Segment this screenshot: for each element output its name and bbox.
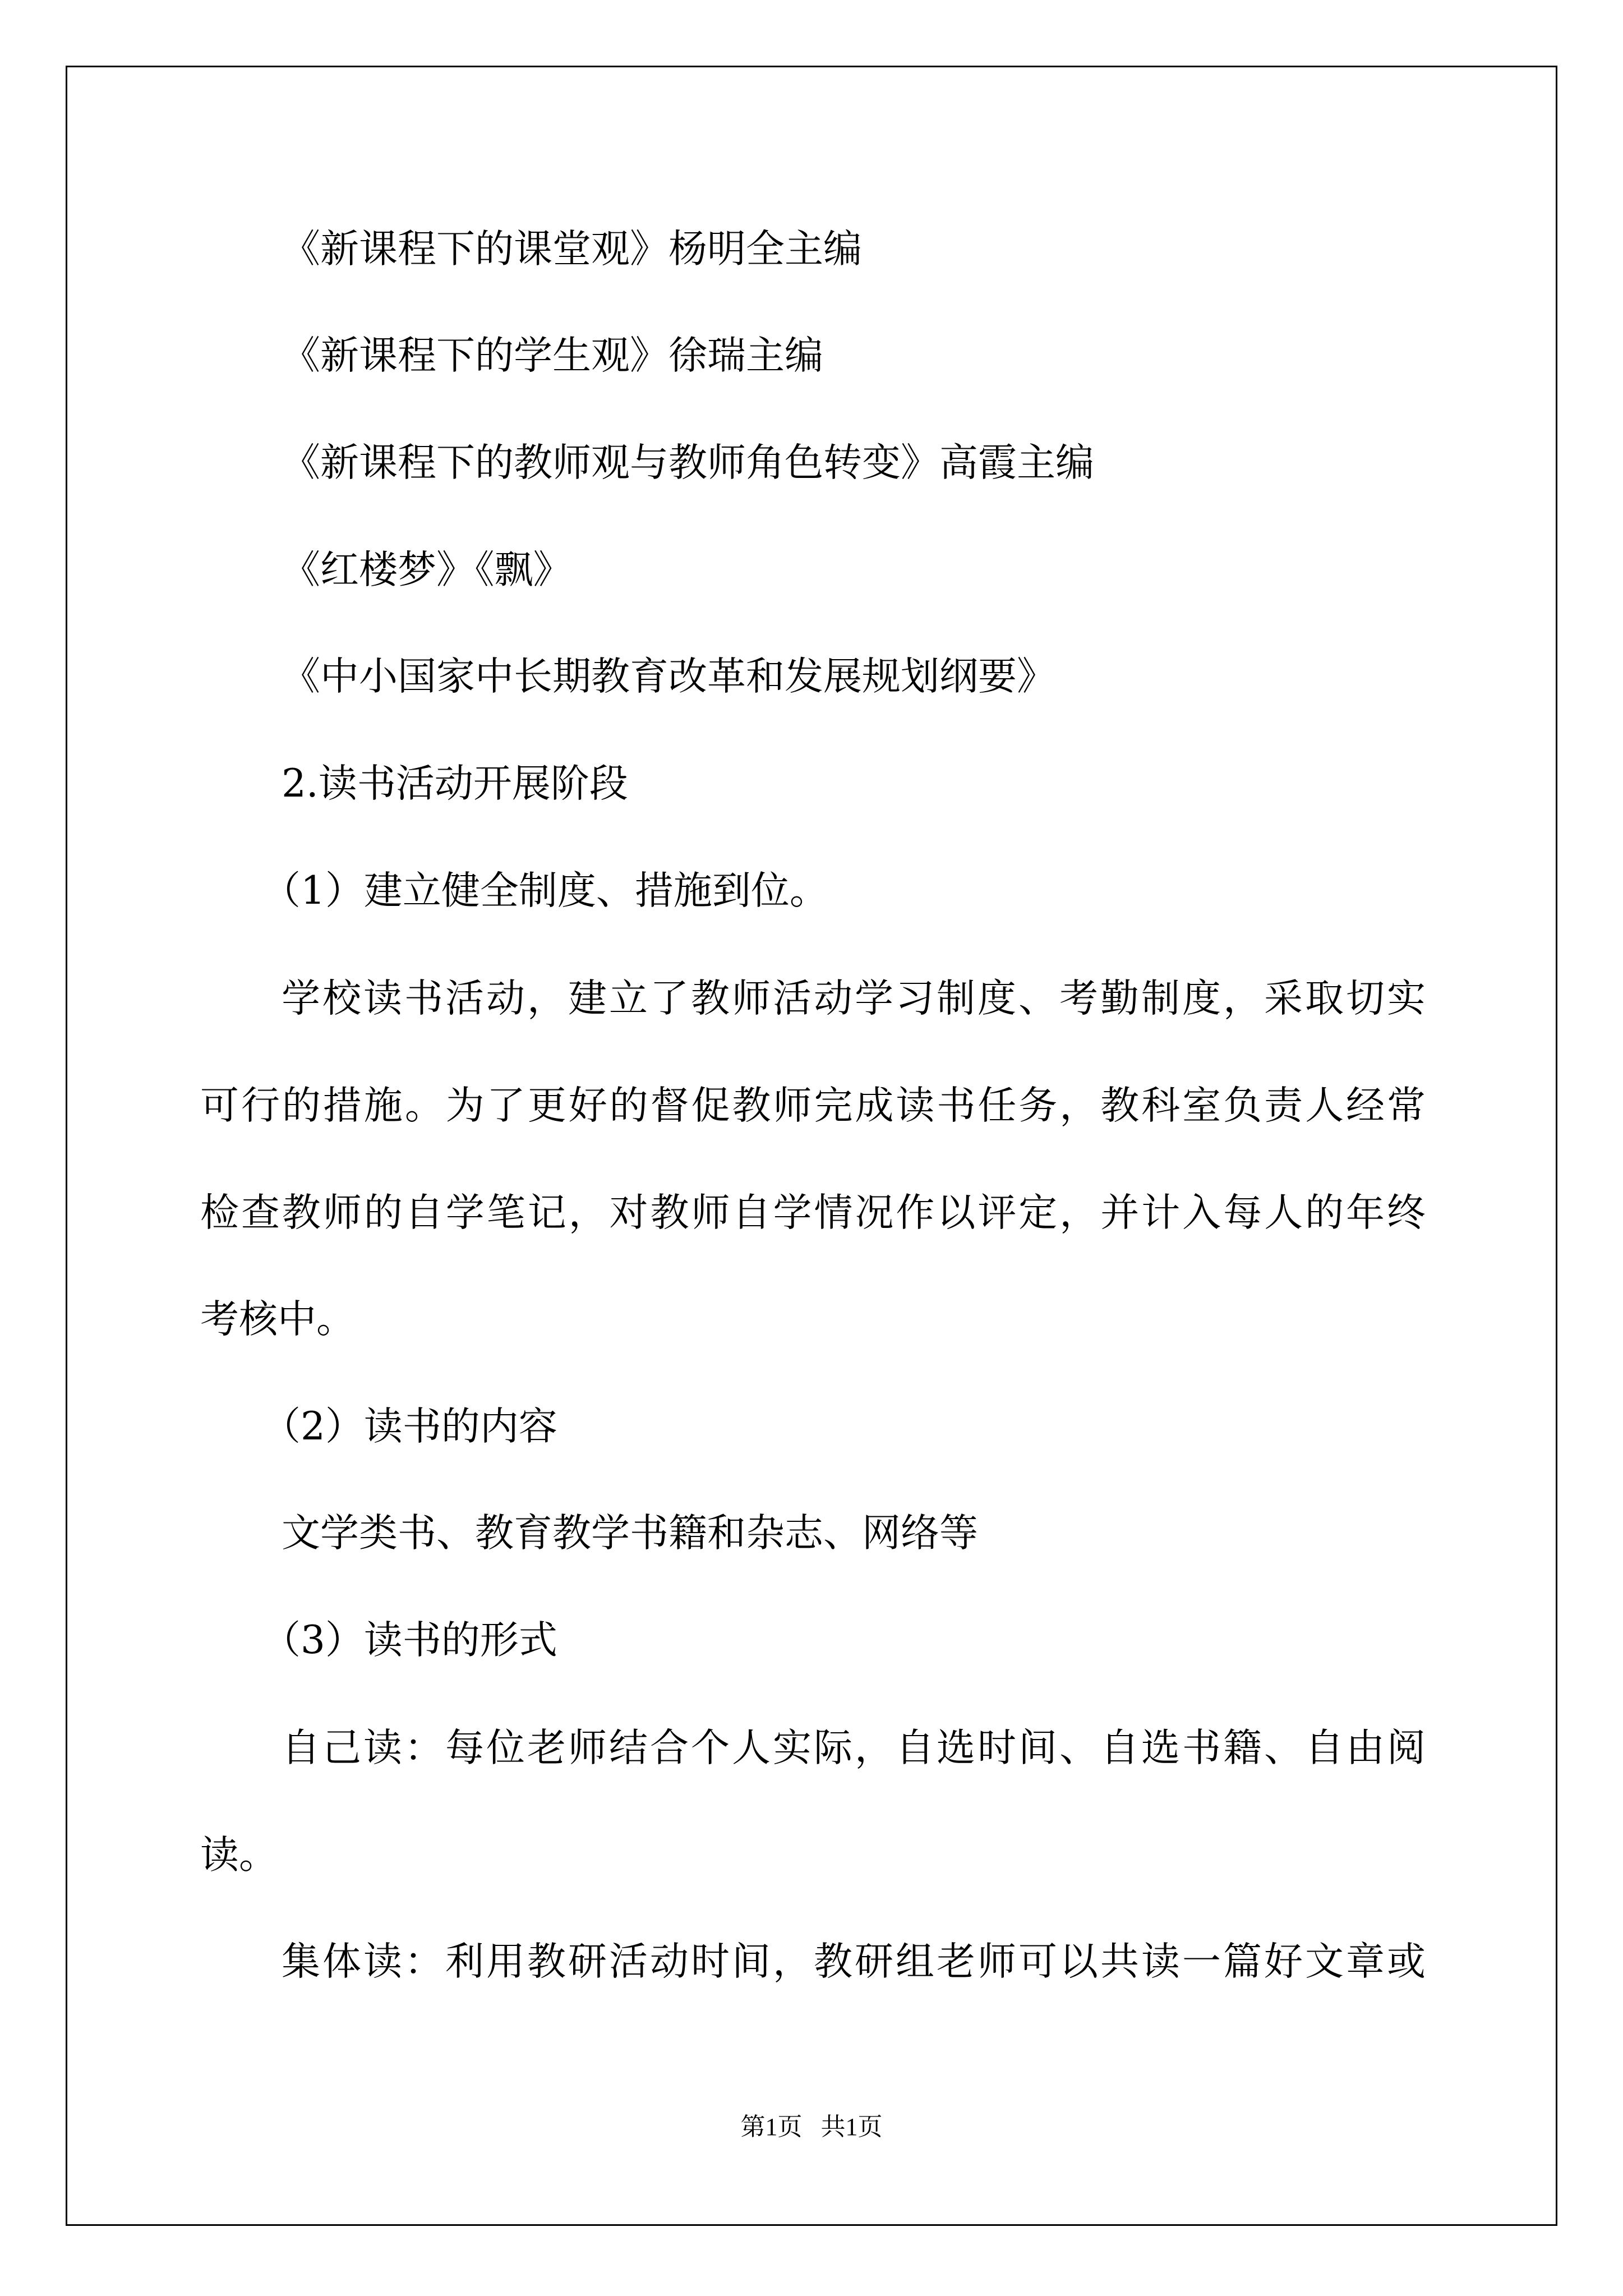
subsection-2-heading: （2）读书的内容 bbox=[262, 1404, 557, 1449]
page-number-footer: 第1页 共1页 bbox=[740, 2113, 883, 2141]
group-reading-line-1: 集体读：利用教研活动时间，教研组老师可以共读一篇好文章或 bbox=[282, 1939, 1426, 1984]
section-heading: 2.读书活动开展阶段 bbox=[282, 761, 628, 806]
paragraph-system-line-1: 学校读书活动，建立了教师活动学习制度、考勤制度，采取切实 bbox=[282, 976, 1426, 1021]
book-title-4: 《红楼梦》《飘》 bbox=[282, 547, 572, 592]
paragraph-system-line-4: 考核中。 bbox=[200, 1297, 355, 1342]
reading-content-text: 文学类书、教育教学书籍和杂志、网络等 bbox=[282, 1511, 978, 1556]
book-title-1: 《新课程下的课堂观》杨明全主编 bbox=[282, 227, 862, 272]
paragraph-system-line-2: 可行的措施。为了更好的督促教师完成读书任务，教科室负责人经常 bbox=[200, 1083, 1426, 1128]
page-frame bbox=[66, 66, 1557, 2226]
subsection-3-heading: （3）读书的形式 bbox=[262, 1618, 557, 1663]
self-reading-line-1: 自己读：每位老师结合个人实际，自选时间、自选书籍、自由阅 bbox=[282, 1726, 1426, 1770]
book-title-5: 《中小国家中长期教育改革和发展规划纲要》 bbox=[282, 654, 1055, 699]
subsection-1-heading: （1）建立健全制度、措施到位。 bbox=[262, 868, 828, 913]
self-reading-line-2: 读。 bbox=[200, 1833, 278, 1878]
book-title-3: 《新课程下的教师观与教师角色转变》高霞主编 bbox=[282, 440, 1094, 485]
paragraph-system-line-3: 检查教师的自学笔记，对教师自学情况作以评定，并计入每人的年终 bbox=[200, 1190, 1426, 1235]
book-title-2: 《新课程下的学生观》徐瑞主编 bbox=[282, 333, 823, 378]
